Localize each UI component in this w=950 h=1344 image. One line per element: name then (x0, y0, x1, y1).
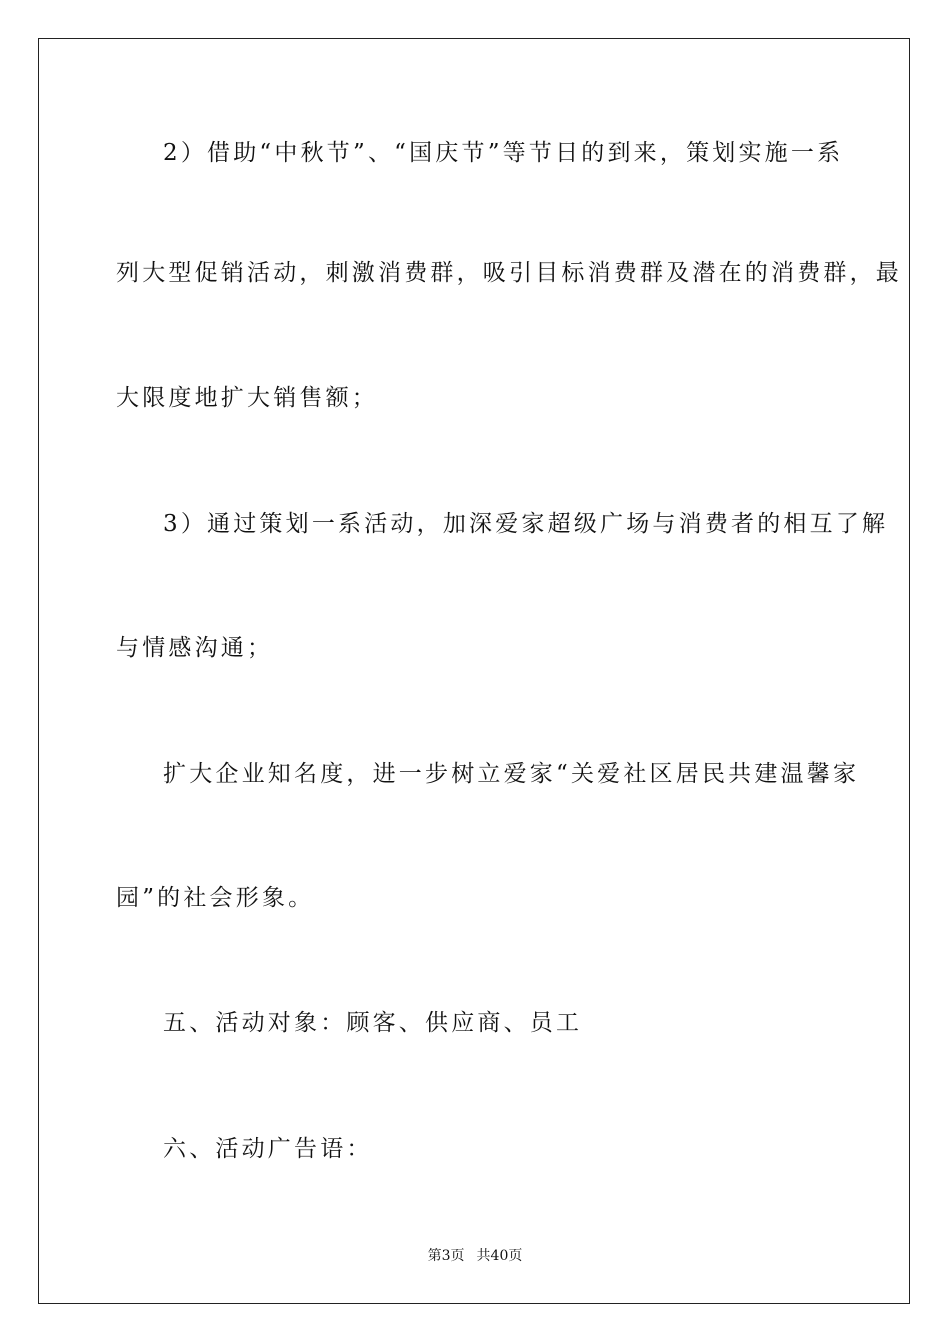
section-heading: 五、活动对象：顾客、供应商、员工 (163, 1010, 583, 1036)
page-border (38, 38, 910, 1304)
paragraph-line: 大限度地扩大销售额； (116, 385, 378, 411)
paragraph-line: 与情感沟通； (116, 635, 274, 661)
page-footer (0, 1247, 950, 1265)
paragraph-line: 扩大企业知名度，进一步树立爱家“关爱社区居民共建温馨家 (163, 761, 860, 787)
paragraph-line: 2）借助“中秋节”、“国庆节”等节日的到来，策划实施一系 (163, 140, 844, 166)
page-number: 第3页 (427, 1248, 465, 1264)
paragraph-line: 列大型促销活动，刺激消费群，吸引目标消费群及潜在的消费群，最 (116, 260, 902, 286)
page-total: 共40页 (476, 1248, 523, 1264)
paragraph-line: 园”的社会形象。 (116, 885, 315, 911)
section-heading: 六、活动广告语： (163, 1136, 373, 1162)
paragraph-line: 3）通过策划一系活动，加深爱家超级广场与消费者的相互了解 (163, 511, 889, 537)
